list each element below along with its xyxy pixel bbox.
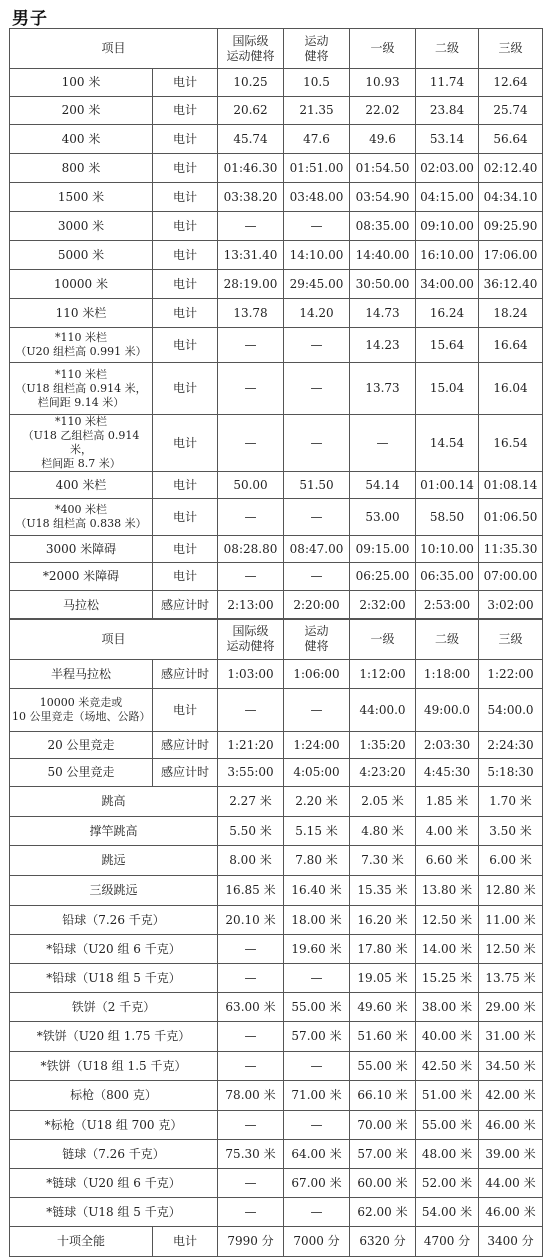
standard-value: 57.00 米	[350, 1140, 416, 1169]
standard-value: 13:31.40	[218, 241, 284, 270]
standard-value: 12.80 米	[479, 876, 543, 906]
event-name: 10000 米	[10, 270, 153, 299]
standard-value: 30:50.00	[350, 270, 416, 299]
standard-value: 5.50 米	[218, 817, 284, 846]
table-row	[10, 846, 543, 876]
standard-value: 15.25 米	[416, 964, 479, 993]
standard-value: 4:05:00	[284, 759, 350, 787]
event-name: 400 米	[10, 125, 153, 154]
standard-value: 19.05 米	[350, 964, 416, 993]
event-name: *铅球（U20 组 6 千克）	[10, 935, 218, 964]
standard-value: 44.00 米	[479, 1169, 543, 1198]
standard-value: —	[284, 1198, 350, 1227]
table-row	[10, 759, 543, 787]
standard-value: 75.30 米	[218, 1140, 284, 1169]
event-name: 1500 米	[10, 183, 153, 212]
standard-value: 19.60 米	[284, 935, 350, 964]
header-level: 三级	[479, 29, 543, 69]
standard-value: 01:54.50	[350, 154, 416, 183]
standard-value: 4.00 米	[416, 817, 479, 846]
table-row	[10, 328, 543, 363]
table-row	[10, 964, 543, 993]
standard-value: 62.00 米	[350, 1198, 416, 1227]
standard-value: —	[284, 499, 350, 536]
table-row	[10, 154, 543, 183]
table-row	[10, 499, 543, 536]
event-name: 10000 米竞走或 10 公里竞走（场地、公路）	[10, 689, 153, 732]
timing-method: 电计	[153, 328, 218, 363]
standard-value: —	[218, 499, 284, 536]
standard-value: 10.93	[350, 69, 416, 97]
standard-value: 53.00	[350, 499, 416, 536]
table-row	[10, 1111, 543, 1140]
timing-method: 电计	[153, 499, 218, 536]
table-row	[10, 299, 543, 328]
standard-value: 14.73	[350, 299, 416, 328]
header-level: 国际级 运动健将	[218, 29, 284, 69]
standard-value: 16.54	[479, 415, 543, 472]
timing-method: 感应计时	[153, 759, 218, 787]
standard-value: 02:12.40	[479, 154, 543, 183]
standard-value: 16.20 米	[350, 906, 416, 935]
standard-value: —	[284, 689, 350, 732]
standard-value: 18.00 米	[284, 906, 350, 935]
standard-value: —	[218, 689, 284, 732]
standard-value: 56.64	[479, 125, 543, 154]
table-row	[10, 935, 543, 964]
table-row	[10, 97, 543, 125]
standard-value: 2:24:30	[479, 732, 543, 759]
standard-value: 49.60 米	[350, 993, 416, 1022]
standard-value: 04:34.10	[479, 183, 543, 212]
standard-value: 5.15 米	[284, 817, 350, 846]
event-name: 3000 米障碍	[10, 536, 153, 563]
standard-value: 15.64	[416, 328, 479, 363]
timing-method: 电计	[153, 563, 218, 591]
standard-value: 06:35.00	[416, 563, 479, 591]
standard-value: 8.00 米	[218, 846, 284, 876]
standard-value: 21.35	[284, 97, 350, 125]
timing-method: 电计	[153, 183, 218, 212]
standard-value: 17:06.00	[479, 241, 543, 270]
standard-value: 36:12.40	[479, 270, 543, 299]
table-row	[10, 241, 543, 270]
event-name: *标枪（U18 组 700 克）	[10, 1111, 218, 1140]
event-name: *铁饼（U20 组 1.75 千克）	[10, 1022, 218, 1052]
standard-value: 7000 分	[284, 1227, 350, 1257]
table-row	[10, 906, 543, 935]
timing-method: 电计	[153, 363, 218, 415]
standard-value: —	[284, 1111, 350, 1140]
standard-value: 11:35.30	[479, 536, 543, 563]
standard-value: 47.6	[284, 125, 350, 154]
standard-value: 3:02:00	[479, 591, 543, 620]
event-name: *链球（U20 组 6 千克）	[10, 1169, 218, 1198]
event-name: *铁饼（U18 组 1.5 千克）	[10, 1052, 218, 1081]
header-row	[10, 29, 543, 69]
table-row	[10, 817, 543, 846]
standard-value: —	[218, 563, 284, 591]
standard-value: 1:18:00	[416, 660, 479, 689]
event-name: *400 米栏 （U18 组栏高 0.838 米）	[10, 499, 153, 536]
standard-value: 51.00 米	[416, 1081, 479, 1111]
standard-value: 03:48.00	[284, 183, 350, 212]
standard-value: 7990 分	[218, 1227, 284, 1257]
event-name: 三级跳远	[10, 876, 218, 906]
standard-value: 3400 分	[479, 1227, 543, 1257]
standard-value: 04:15.00	[416, 183, 479, 212]
standard-value: 6320 分	[350, 1227, 416, 1257]
standard-value: 54:00.0	[479, 689, 543, 732]
table-row	[10, 1169, 543, 1198]
standard-value: 11.00 米	[479, 906, 543, 935]
table-row	[10, 732, 543, 759]
standard-value: 6.60 米	[416, 846, 479, 876]
standard-value: 09:15.00	[350, 536, 416, 563]
standards-table-2	[9, 618, 543, 1257]
event-name: 110 米栏	[10, 299, 153, 328]
timing-method: 电计	[153, 415, 218, 472]
timing-method: 感应计时	[153, 591, 218, 620]
header-level: 国际级 运动健将	[218, 619, 284, 660]
standard-value: 16.40 米	[284, 876, 350, 906]
standard-value: 1:03:00	[218, 660, 284, 689]
standard-value: 1:21:20	[218, 732, 284, 759]
standard-value: 51.50	[284, 472, 350, 499]
timing-method: 电计	[153, 536, 218, 563]
event-name: *链球（U18 组 5 千克）	[10, 1198, 218, 1227]
event-name: 十项全能	[10, 1227, 153, 1257]
timing-method: 电计	[153, 241, 218, 270]
standard-value: —	[218, 415, 284, 472]
standard-value: 23.84	[416, 97, 479, 125]
standard-value: 6.00 米	[479, 846, 543, 876]
standard-value: —	[284, 415, 350, 472]
standard-value: 78.00 米	[218, 1081, 284, 1111]
standard-value: 44:00.0	[350, 689, 416, 732]
standard-value: 03:38.20	[218, 183, 284, 212]
standard-value: 42.50 米	[416, 1052, 479, 1081]
standard-value: 1:06:00	[284, 660, 350, 689]
timing-method: 电计	[153, 154, 218, 183]
standard-value: 12.50 米	[416, 906, 479, 935]
standard-value: 1:22:00	[479, 660, 543, 689]
standard-value: 01:51.00	[284, 154, 350, 183]
standard-value: 13.75 米	[479, 964, 543, 993]
header-level: 运动 健将	[284, 29, 350, 69]
standard-value: 7.30 米	[350, 846, 416, 876]
standard-value: 67.00 米	[284, 1169, 350, 1198]
table-row	[10, 472, 543, 499]
standard-value: 4:23:20	[350, 759, 416, 787]
event-name: 马拉松	[10, 591, 153, 620]
standard-value: —	[284, 563, 350, 591]
standard-value: 38.00 米	[416, 993, 479, 1022]
event-name: *2000 米障碍	[10, 563, 153, 591]
table-row	[10, 1227, 543, 1257]
header-level: 三级	[479, 619, 543, 660]
standard-value: 63.00 米	[218, 993, 284, 1022]
standard-value: —	[284, 1052, 350, 1081]
standard-value: 14.00 米	[416, 935, 479, 964]
standard-value: 01:08.14	[479, 472, 543, 499]
event-name: 3000 米	[10, 212, 153, 241]
standard-value: 50.00	[218, 472, 284, 499]
standard-value: 1:35:20	[350, 732, 416, 759]
standard-value: —	[218, 1198, 284, 1227]
table-row	[10, 125, 543, 154]
standard-value: 52.00 米	[416, 1169, 479, 1198]
standard-value: 55.00 米	[284, 993, 350, 1022]
standard-value: 20.62	[218, 97, 284, 125]
standard-value: —	[218, 212, 284, 241]
standard-value: 15.04	[416, 363, 479, 415]
timing-method: 电计	[153, 689, 218, 732]
header-level: 一级	[350, 619, 416, 660]
standard-value: 16.85 米	[218, 876, 284, 906]
table-row	[10, 1052, 543, 1081]
standard-value: 14:10.00	[284, 241, 350, 270]
standard-value: 2:53:00	[416, 591, 479, 620]
standard-value: 4700 分	[416, 1227, 479, 1257]
timing-method: 电计	[153, 270, 218, 299]
header-row	[10, 619, 543, 660]
standard-value: 2.27 米	[218, 787, 284, 817]
table-row	[10, 876, 543, 906]
standard-value: 54.14	[350, 472, 416, 499]
event-name: 铁饼（2 千克）	[10, 993, 218, 1022]
standard-value: 01:06.50	[479, 499, 543, 536]
table-row	[10, 591, 543, 620]
standard-value: 11.74	[416, 69, 479, 97]
standard-value: 71.00 米	[284, 1081, 350, 1111]
standard-value: 46.00 米	[479, 1111, 543, 1140]
timing-method: 电计	[153, 97, 218, 125]
event-name: *110 米栏 （U18 组栏高 0.914 米， 栏间距 9.14 米）	[10, 363, 153, 415]
standard-value: 16.24	[416, 299, 479, 328]
standard-value: 13.73	[350, 363, 416, 415]
standard-value: 12.64	[479, 69, 543, 97]
standard-value: 3:55:00	[218, 759, 284, 787]
standard-value: 53.14	[416, 125, 479, 154]
standard-value: —	[218, 328, 284, 363]
standard-value: 60.00 米	[350, 1169, 416, 1198]
standard-value: 12.50 米	[479, 935, 543, 964]
standard-value: 4.80 米	[350, 817, 416, 846]
table-row	[10, 536, 543, 563]
event-name: 800 米	[10, 154, 153, 183]
standard-value: 4:45:30	[416, 759, 479, 787]
table-row	[10, 69, 543, 97]
standard-value: —	[284, 363, 350, 415]
standard-value: 58.50	[416, 499, 479, 536]
standard-value: 70.00 米	[350, 1111, 416, 1140]
page-title: 男子	[12, 9, 48, 29]
event-name: 撑竿跳高	[10, 817, 218, 846]
standard-value: 3.50 米	[479, 817, 543, 846]
standard-value: 07:00.00	[479, 563, 543, 591]
standard-value: 1.70 米	[479, 787, 543, 817]
standard-value: 1:24:00	[284, 732, 350, 759]
standard-value: 13.78	[218, 299, 284, 328]
table-row	[10, 563, 543, 591]
table-row	[10, 363, 543, 415]
standard-value: 34.50 米	[479, 1052, 543, 1081]
standard-value: —	[218, 1022, 284, 1052]
standard-value: 51.60 米	[350, 1022, 416, 1052]
standard-value: 2:13:00	[218, 591, 284, 620]
header-level: 二级	[416, 619, 479, 660]
event-name: 20 公里竞走	[10, 732, 153, 759]
standard-value: 29:45.00	[284, 270, 350, 299]
header-level: 一级	[350, 29, 416, 69]
table-row	[10, 1022, 543, 1052]
event-name: 铅球（7.26 千克）	[10, 906, 218, 935]
standard-value: 46.00 米	[479, 1198, 543, 1227]
standard-value: —	[218, 1052, 284, 1081]
standard-value: 14.23	[350, 328, 416, 363]
standard-value: 40.00 米	[416, 1022, 479, 1052]
event-name: 跳高	[10, 787, 218, 817]
event-name: 50 公里竞走	[10, 759, 153, 787]
standard-value: 09:25.90	[479, 212, 543, 241]
standard-value: 7.80 米	[284, 846, 350, 876]
standard-value: 1:12:00	[350, 660, 416, 689]
event-name: 400 米栏	[10, 472, 153, 499]
standard-value: —	[218, 964, 284, 993]
standard-value: 13.80 米	[416, 876, 479, 906]
standard-value: 49.6	[350, 125, 416, 154]
standard-value: 10:10.00	[416, 536, 479, 563]
standard-value: 57.00 米	[284, 1022, 350, 1052]
standard-value: 14:40.00	[350, 241, 416, 270]
standard-value: 2:32:00	[350, 591, 416, 620]
standard-value: 08:47.00	[284, 536, 350, 563]
standard-value: 08:35.00	[350, 212, 416, 241]
header-item: 项目	[10, 619, 218, 660]
header-item: 项目	[10, 29, 218, 69]
standard-value: —	[218, 935, 284, 964]
standard-value: 18.24	[479, 299, 543, 328]
standard-value: 01:00.14	[416, 472, 479, 499]
standard-value: 2:20:00	[284, 591, 350, 620]
standard-value: 1.85 米	[416, 787, 479, 817]
standards-table-1	[9, 28, 543, 620]
header-level: 二级	[416, 29, 479, 69]
table-row	[10, 660, 543, 689]
standard-value: 16.04	[479, 363, 543, 415]
timing-method: 电计	[153, 125, 218, 154]
standard-value: 49:00.0	[416, 689, 479, 732]
standard-value: 14.54	[416, 415, 479, 472]
standard-value: —	[284, 964, 350, 993]
standard-value: —	[218, 1169, 284, 1198]
standard-value: 45.74	[218, 125, 284, 154]
standard-value: 29.00 米	[479, 993, 543, 1022]
standard-value: 16:10.00	[416, 241, 479, 270]
table-row	[10, 212, 543, 241]
timing-method: 电计	[153, 299, 218, 328]
standard-value: 2.20 米	[284, 787, 350, 817]
standard-value: 2.05 米	[350, 787, 416, 817]
table-row	[10, 1198, 543, 1227]
event-name: 跳远	[10, 846, 218, 876]
timing-method: 电计	[153, 1227, 218, 1257]
standard-value: 2:03:30	[416, 732, 479, 759]
standard-value: 15.35 米	[350, 876, 416, 906]
standard-value: 17.80 米	[350, 935, 416, 964]
standard-value: 48.00 米	[416, 1140, 479, 1169]
standard-value: —	[284, 328, 350, 363]
table-row	[10, 993, 543, 1022]
standard-value: 31.00 米	[479, 1022, 543, 1052]
table-row	[10, 183, 543, 212]
event-name: *110 米栏 （U20 组栏高 0.991 米）	[10, 328, 153, 363]
standard-value: 16.64	[479, 328, 543, 363]
standard-value: 09:10.00	[416, 212, 479, 241]
standard-value: 10.25	[218, 69, 284, 97]
timing-method: 感应计时	[153, 732, 218, 759]
standard-value: 55.00 米	[350, 1052, 416, 1081]
standard-value: 64.00 米	[284, 1140, 350, 1169]
standard-value: 22.02	[350, 97, 416, 125]
event-name: 100 米	[10, 69, 153, 97]
table-row	[10, 689, 543, 732]
timing-method: 电计	[153, 472, 218, 499]
standard-value: 55.00 米	[416, 1111, 479, 1140]
timing-method: 电计	[153, 69, 218, 97]
standard-value: 66.10 米	[350, 1081, 416, 1111]
event-name: *110 米栏 （U18 乙组栏高 0.914 米， 栏间距 8.7 米）	[10, 415, 153, 472]
standard-value: 5:18:30	[479, 759, 543, 787]
table-row	[10, 1140, 543, 1169]
standard-value: 01:46.30	[218, 154, 284, 183]
standard-value: 20.10 米	[218, 906, 284, 935]
standard-value: 10.5	[284, 69, 350, 97]
standard-value: 39.00 米	[479, 1140, 543, 1169]
standard-value: 03:54.90	[350, 183, 416, 212]
standard-value: —	[350, 415, 416, 472]
standard-value: —	[218, 363, 284, 415]
standard-value: 25.74	[479, 97, 543, 125]
table-row	[10, 415, 543, 472]
standard-value: 14.20	[284, 299, 350, 328]
standard-value: 34:00.00	[416, 270, 479, 299]
standard-value: —	[284, 212, 350, 241]
event-name: *铅球（U18 组 5 千克）	[10, 964, 218, 993]
standard-value: 08:28.80	[218, 536, 284, 563]
event-name: 5000 米	[10, 241, 153, 270]
standard-value: 28:19.00	[218, 270, 284, 299]
table-row	[10, 270, 543, 299]
event-name: 200 米	[10, 97, 153, 125]
standard-value: 54.00 米	[416, 1198, 479, 1227]
timing-method: 感应计时	[153, 660, 218, 689]
timing-method: 电计	[153, 212, 218, 241]
table-row	[10, 787, 543, 817]
standard-value: —	[218, 1111, 284, 1140]
event-name: 链球（7.26 千克）	[10, 1140, 218, 1169]
event-name: 标枪（800 克）	[10, 1081, 218, 1111]
standard-value: 42.00 米	[479, 1081, 543, 1111]
standard-value: 02:03.00	[416, 154, 479, 183]
header-level: 运动 健将	[284, 619, 350, 660]
standard-value: 06:25.00	[350, 563, 416, 591]
event-name: 半程马拉松	[10, 660, 153, 689]
table-row	[10, 1081, 543, 1111]
